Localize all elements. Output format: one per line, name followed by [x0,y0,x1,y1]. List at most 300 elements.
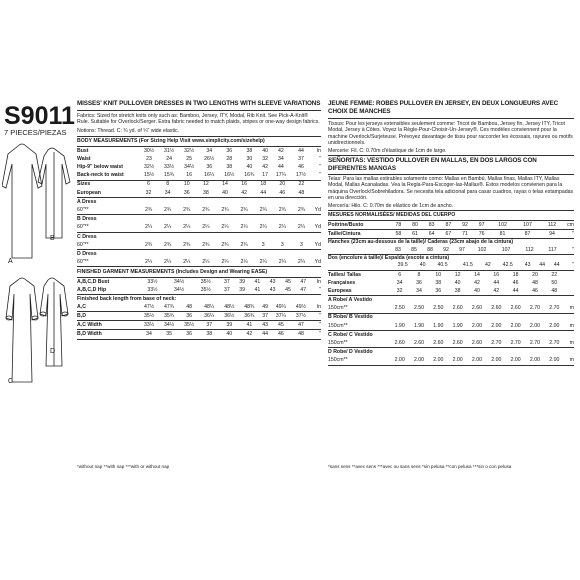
row-label: Poitrine/Busto [328,221,390,230]
value-cell: 2.00 [467,357,486,366]
value-cell: 43 [269,278,276,285]
value-cell: 2¼ [177,258,196,267]
value-cell: 46 [525,287,544,296]
value-cell: 34½ [184,164,195,171]
unit-cell: " [319,164,321,171]
value-cell: 38 [196,189,215,198]
value-cell: 2.70 [525,339,544,348]
fabrics-text: Fabrics: Sized for stretch knits only such as: Bamboo, Jersey, ITY, Modal, Rib Knit. See Pick-A-Knit® Rule. Suitable for Overlock/Serger. Extra fabric needed to match plaids, stripes or one-way design fabrics. [77,112,320,126]
view-name: A Robe/ A Vestido [328,297,373,304]
value-cell: 31½ [164,147,175,154]
value-cell: 2.60 [448,304,467,313]
value-cell: 2¼ [215,258,234,267]
value-cell: 15½ [139,171,159,180]
value-cell: 50 [551,279,558,286]
value-cell: 44 [298,147,304,154]
value-cell: 92 [457,221,474,230]
row-label: Tailles/ Tallas [328,271,361,278]
value-cell: 2¼ [215,224,234,233]
fr-es-column [328,100,574,366]
value-cell: 2.60 [467,339,486,348]
value-cell: 39 [219,321,239,330]
value-cell: 26½ [204,155,215,162]
value-cell: 8 [166,181,170,188]
value-cell: 2.00 [390,357,409,366]
value-cell: 16½ [219,171,239,180]
value-cell: 71 [457,230,474,239]
value-cell: 67 [440,230,457,239]
value-cell: 64 [423,230,440,239]
value-cell: 44 [535,262,550,271]
value-cell: 92 [438,246,454,255]
table-row [328,262,574,271]
row-label: Back-neck to waist [77,171,139,180]
value-cell: 37 [298,155,304,162]
row-label: A,C [77,303,139,312]
value-cell: 10 [435,271,442,278]
value-cell: 2¾ [177,241,196,250]
value-cell: 48¼ [199,303,219,312]
unit-cell: Yd [311,206,321,215]
table-row [77,155,321,163]
value-cell: 17½ [291,171,311,180]
value-cell: 42 [487,287,506,296]
english-footnote: *without nap **with nap ***with or without nap [77,464,170,469]
value-cell: 2.60 [506,304,525,313]
value-cell: 10 [183,181,190,188]
value-cell: 48 [545,287,564,296]
value-cell: 18 [512,271,519,278]
unit-cell: In [311,303,321,312]
hanches-label: Hanches (23cm au-dessous de la taille)/ Caderas (23cm abajo de la cintura) [328,239,514,246]
table-row [328,221,574,230]
value-cell: 41.5 [455,262,480,271]
value-cell: 87 [515,230,540,239]
value-cell: 2¼ [273,224,292,233]
dress-c-front-sketch [6,278,38,382]
value-cell: 37 [219,286,234,295]
table-row [77,321,321,330]
value-cell: 46 [298,164,304,171]
value-cell: 2¾ [292,206,311,215]
value-cell: 34 [277,155,284,162]
value-cell: 78 [390,221,407,230]
value-cell: 23 [146,155,152,162]
yardage-view-row [328,296,574,304]
value-cell: 34 [396,279,403,286]
value-cell: 22 [298,181,305,188]
finished-measurements-heading: FINISHED GARMENT MEASUREMENTS (Includes Design and Wearing EASE) [77,268,321,278]
value-cell: 32½ [143,164,155,171]
value-cell: 33½ [147,278,158,285]
table-row [77,286,321,295]
value-cell: 44 [549,262,564,271]
value-cell: 80 [407,221,424,230]
value-cell: 2.70 [487,339,506,348]
value-cell: 2.60 [487,304,506,313]
value-cell: 2.00 [545,357,564,366]
value-cell: 36 [429,287,448,296]
unit-cell: " [311,321,321,330]
value-cell: 40 [415,262,430,271]
row-label: Françaises [328,279,356,286]
value-cell: 44 [277,164,284,171]
value-cell: 2.00 [506,357,525,366]
row-label: B,D [77,312,139,321]
unit-cell: " [564,246,574,255]
unit-cell: m [564,357,574,366]
table-row [77,278,321,286]
unit-cell: cm [564,221,574,230]
unit-cell: In [316,147,321,154]
unit-cell: m [564,304,574,313]
row-label: 60"** [77,241,139,250]
table-row [77,163,321,171]
table-row [328,322,574,331]
value-cell: 42 [474,279,480,286]
value-cell: 97 [473,221,490,230]
value-cell: 37½ [291,312,311,321]
value-cell: 17¼ [271,171,291,180]
value-cell: 34½ [166,286,193,295]
value-cell: 2¾ [235,241,254,250]
unit-cell: " [564,262,574,271]
row-label: 60"** [77,224,139,233]
value-cell: 48 [532,279,538,286]
value-cell: 2¼ [273,258,292,267]
value-cell: 45 [285,278,291,285]
value-cell: 2.70 [545,339,564,348]
value-cell: 39 [234,286,249,295]
value-cell: 47 [300,278,307,285]
value-cell: 2¼ [196,224,215,233]
table-row [77,181,321,189]
value-cell: 8 [417,271,421,278]
value-cell: 107 [494,246,518,255]
value-cell: 2¼ [196,258,215,267]
value-cell: 2.00 [487,357,506,366]
value-cell: 2¾ [273,206,292,215]
value-cell: 48½ [219,303,239,312]
value-cell: 42 [239,330,259,339]
value-cell: 2.00 [448,357,467,366]
value-cell: 1.90 [409,322,428,331]
value-cell: 6 [147,181,150,188]
value-cell: 36 [177,189,196,198]
value-cell: 2¼ [292,258,311,267]
hanches-table [328,246,574,255]
value-cell: 35½ [139,312,159,321]
table-row [77,303,321,312]
value-cell: 2¼ [158,224,177,233]
value-cell: 48 [179,303,199,312]
row-label: Waist [77,155,91,162]
value-cell: 83 [423,221,440,230]
value-cell: 49 [259,303,270,312]
value-cell: 37 [259,312,270,321]
value-cell: 33½ [139,286,166,295]
table-row [77,189,321,198]
row-label: European [77,189,139,198]
table-row [328,287,574,296]
sketch-label-b: B [50,235,55,242]
value-cell: 2¾ [139,241,158,250]
value-cell: 34 [139,330,159,339]
row-label: Hip-9" below waist [77,164,123,171]
value-cell: 2¾ [215,241,234,250]
unit-cell [311,189,321,198]
value-cell: 44 [493,279,500,286]
body-measurements-table [77,147,321,181]
value-cell: 14 [222,181,228,188]
table-row [77,330,321,339]
table-row [77,147,321,155]
value-cell: 2.00 [545,322,564,331]
value-cell: 102 [490,221,515,230]
row-label: Sizes [77,181,91,188]
dress-a-front-sketch [2,144,42,258]
value-cell: 42.5 [495,262,520,271]
value-cell: 36 [179,312,199,321]
value-cell: 34½ [174,278,185,285]
table-row [328,271,574,279]
value-cell: 35½ [200,278,211,285]
value-cell: 2.60 [409,339,428,348]
unit-cell: " [311,286,321,295]
value-cell: 47½ [139,303,159,312]
value-cell: 2.60 [429,339,448,348]
value-cell: 43 [259,321,270,330]
value-cell: 20 [279,181,286,188]
sketch-label-c: C [8,378,14,385]
value-cell: 41 [239,321,259,330]
value-cell: 88 [422,246,438,255]
row-label: A,C Width [77,321,139,330]
value-cell: 2¾ [196,241,215,250]
value-cell: 32 [139,189,158,198]
sketch-label-a: A [8,258,13,265]
value-cell: 3 [292,241,311,250]
value-cell: 2¾ [158,241,177,250]
value-cell: 2.70 [525,304,544,313]
value-cell: 40 [454,279,461,286]
view-name: B Robe/ B Vestido [328,314,373,321]
value-cell: 16 [241,181,247,188]
value-cell: 85 [406,246,422,255]
table-row [77,312,321,321]
value-cell: 32 [390,287,409,296]
value-cell: 2¾ [196,206,215,215]
value-cell: 6 [398,271,402,278]
value-cell: 35½ [192,286,219,295]
value-cell: 40 [246,164,253,171]
table-row [77,241,321,250]
unit-cell: Yd [311,258,321,267]
value-cell: 25 [186,155,193,162]
value-cell: 34 [409,287,428,296]
value-cell: 2¼ [254,224,273,233]
english-title: MISSES' KNIT PULLOVER DRESSES IN TWO LENGTHS WITH SLEEVE VARIATIONS [77,100,321,111]
value-cell: 112 [518,246,541,255]
yardage-view-row [328,313,574,322]
unit-cell: Yd [311,241,321,250]
value-cell: 2.00 [409,357,428,366]
back-length-heading: Finished back length from base of neck: [77,296,177,303]
telas-text: Telas: Para las mallas estirables solamente como: Mallas en Bambú, Mallas finas, Mallas ITY, Mallas Modal, Mallas Acanaladas. Vea la Regla-Para-Escoger-las-Mallas®. Estos modelos convienen para la máquina Overlock/Sobrehiladora. Se necesita tela adicional para casar cuadros, rayas o telas estampadas en una dirección. [328,175,574,202]
yardage-view-row [328,331,574,340]
metric-heading: MESURES NORMALISÉES/ MEDIDAS DEL CUERPO [328,211,574,221]
value-cell: 38 [448,287,467,296]
value-cell: 40 [467,287,486,296]
back-length-table [77,303,321,340]
table-row [328,230,574,239]
value-cell: 2¼ [254,258,273,267]
value-cell: 41 [250,286,265,295]
value-cell: 2.00 [506,322,525,331]
value-cell: 12 [454,271,461,278]
yardage-view-row [328,348,574,357]
table-row [77,258,321,267]
value-cell: 58 [390,230,407,239]
view-name: A Dress [77,198,97,205]
notions-text: Notions: Thread. C: ¾ yd. of ¼" wide elastic. [77,126,321,138]
value-cell: 38 [199,330,219,339]
value-cell: 48 [292,189,311,198]
value-cell: 43 [265,286,280,295]
value-cell: 44 [506,287,525,296]
english-column [77,100,321,340]
unit-cell [311,181,321,189]
value-cell: 3 [273,241,292,250]
row-label: 150cm** [328,357,390,366]
metric-yardage-table [328,296,574,366]
value-cell: 2¼ [139,258,158,267]
table-row [328,339,574,348]
row-label: 150cm** [328,322,390,331]
value-cell: 40 [219,330,239,339]
value-cell: 112 [540,221,564,230]
value-cell: 102 [470,246,494,255]
value-cell: 30½ [143,147,155,154]
table-row [328,304,574,313]
value-cell: 46 [273,189,292,198]
value-cell: 42 [235,189,254,198]
value-cell: 45 [280,286,295,295]
value-cell: 47 [296,286,311,295]
row-label: Bust [77,147,89,154]
value-cell: 2.00 [487,322,506,331]
value-cell: 2.50 [390,304,409,313]
value-cell: 40 [215,189,234,198]
value-cell: 34 [158,189,177,198]
mercerie-text: Mercerie: Fil. C: 0.70m d'élastique de 1cm de large. [328,147,574,157]
value-cell: 38 [226,164,233,171]
view-name: D Robe/ D Vestido [328,349,373,356]
value-cell: 2.70 [506,339,525,348]
value-cell: 36 [179,330,199,339]
view-name: D Dress [77,250,97,257]
value-cell: 33½ [164,164,175,171]
value-cell: 2.60 [467,304,486,313]
yardage-view-row [77,198,321,206]
unit-cell: " [564,230,574,239]
value-cell: 3 [254,241,273,250]
value-cell: 12 [202,181,209,188]
value-cell: 40 [262,147,268,154]
value-cell: 2¼ [235,258,254,267]
value-cell: 44 [259,330,270,339]
value-cell: 36 [206,164,213,171]
value-cell: 47 [291,321,311,330]
unit-cell: m [564,322,574,331]
value-cell: 37 [199,321,219,330]
value-cell: 35½ [179,321,199,330]
value-cell: 16¼ [199,171,219,180]
unit-cell: " [311,312,321,321]
value-cell: 83 [390,246,406,255]
value-cell: 33½ [139,321,159,330]
value-cell: 48 [291,330,311,339]
row-label: 150cm** [328,304,390,313]
value-cell: 38 [246,147,253,154]
value-cell: 46 [271,330,291,339]
value-cell: 1.90 [429,322,448,331]
yardage-table [77,198,321,268]
tissus-text: Tissus: Pour les jerseys extensibles seulement comme: Tricot de Bambou, Jersey fin, Jersey ITY, Tricot Modal, Jersey à Côtes. Voyez la Règle-Pour-Choisir-Un-Jersey®. Ces modèles conviennent pour la machine Overlock/Surjeteuse. Prévoyez davantage de tissu pour raccorder les écossais, rayures ou motifs unidirectionnels. [328,120,573,147]
value-cell: 44 [254,189,273,198]
value-cell: 2¾ [139,206,158,215]
value-cell: 36 [416,279,422,286]
row-label: 150cm** [328,339,390,348]
row-label: A,B,C,D Bust [77,278,110,285]
value-cell: 39 [239,278,246,285]
value-cell: 42 [481,262,496,271]
value-cell: 2¾ [215,206,234,215]
row-label: A,B,C,D Hip [77,286,139,295]
value-cell: 41 [254,278,261,285]
value-cell: 2.60 [390,339,409,348]
value-cell: 2.00 [525,322,544,331]
value-cell: 2.00 [467,322,486,331]
value-cell: 20 [532,271,538,278]
value-cell: 36¼ [199,312,219,321]
value-cell: 48¾ [239,303,259,312]
metric-sizes-table [328,271,574,297]
value-cell: 32 [262,155,268,162]
metric-footnote: *sans sens **avec sens ***avec ou sans sens *sin pelusa **con pelusa ***sin o con pelusa [328,464,512,469]
french-title: JEUNE FEMME: ROBES PULLOVER EN JERSEY, EN DEUX LONGUEURS AVEC CHOIX DE MANCHES [328,100,574,119]
value-cell: 94 [540,230,564,239]
value-cell: 16 [179,171,199,180]
row-label [328,262,390,271]
value-cell: 35 [159,330,179,339]
row-label: 60"** [77,206,139,215]
dress-sketches [2,138,72,398]
value-cell: 34 [206,147,213,154]
value-cell: 45 [271,321,291,330]
value-cell: 24 [166,155,172,162]
value-cell: 36½ [219,312,239,321]
value-cell: 16¾ [239,171,259,180]
value-cell: 15¾ [159,171,179,180]
value-cell: 2¾ [158,206,177,215]
value-cell: 1.90 [390,322,409,331]
view-name: C Dress [77,233,97,240]
value-cell: 46 [512,279,519,286]
yardage-view-row [77,232,321,241]
value-cell: 76 [473,230,490,239]
metric-body-table [328,221,574,239]
